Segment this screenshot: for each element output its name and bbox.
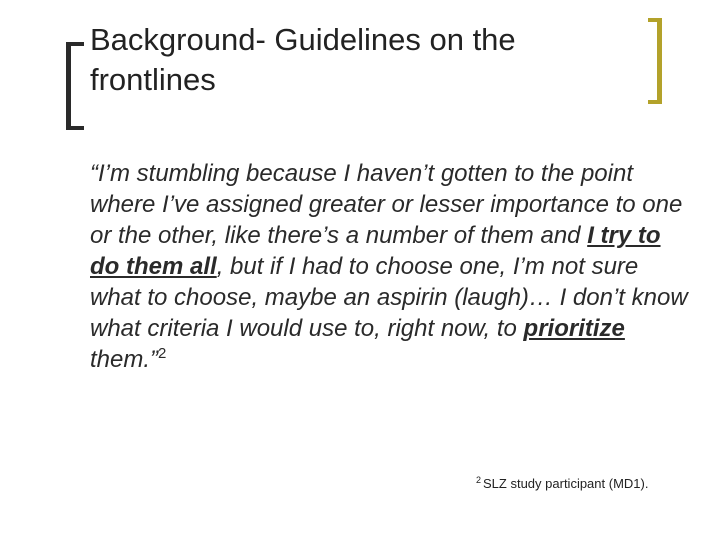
right-bracket-vertical	[657, 18, 662, 104]
participant-quote	[90, 158, 690, 375]
quote-footnote-ref: 2	[158, 345, 167, 362]
left-bracket-top	[66, 42, 84, 46]
quote-text-part2: , but if I had to choose one, I’m not sure what to choose, maybe an aspirin (laugh)… I don’t know what criteria I would use to, right now, to	[90, 253, 688, 342]
left-bracket-bottom	[66, 126, 84, 130]
quote-emphasis-try-all: I try to do them all	[90, 222, 661, 280]
footnote-text: SLZ study participant (MD1).	[483, 476, 649, 491]
quote-emphasis-prioritize: prioritize	[523, 315, 625, 342]
right-bracket-bottom	[648, 100, 662, 104]
right-bracket-top	[648, 18, 662, 22]
left-bracket-vertical	[66, 42, 71, 130]
footnote	[476, 476, 648, 491]
quote-text-part3: them.”	[90, 346, 159, 373]
slide-title: Background- Guidelines on the frontlines	[90, 22, 516, 97]
quote-text-part1: “I’m stumbling because I haven’t gotten to the point where I’ve assigned greater or lesser importance to one or the other, like there’s a number of them and	[90, 160, 683, 249]
footnote-marker: 2	[476, 474, 482, 485]
